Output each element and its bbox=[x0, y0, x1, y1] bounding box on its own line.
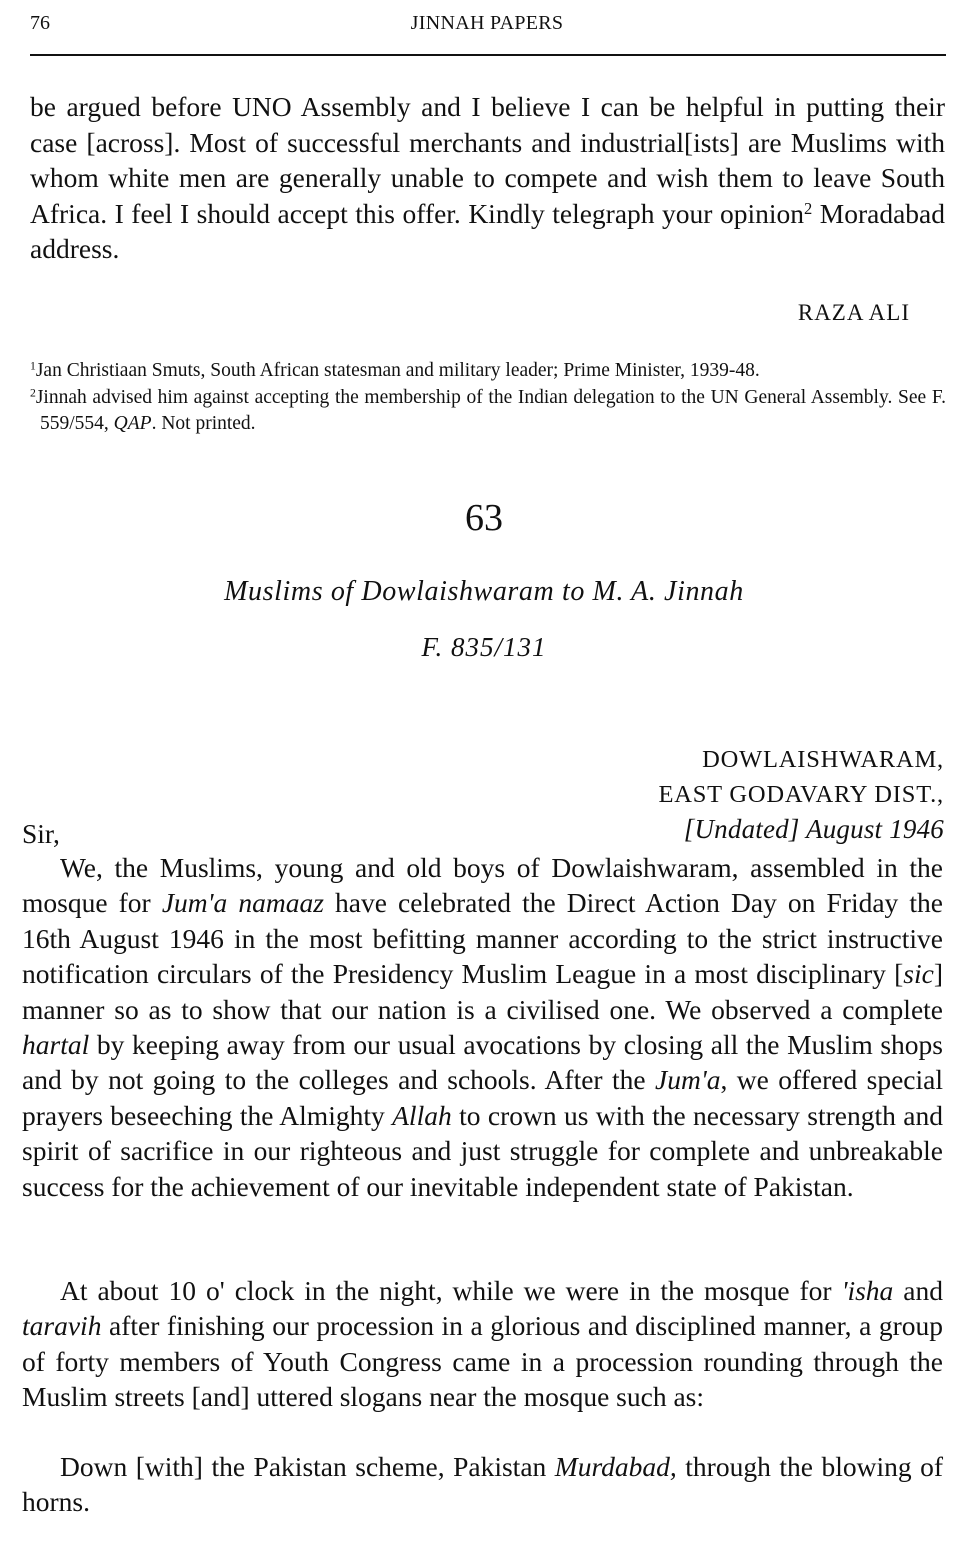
previous-letter-ending bbox=[30, 89, 945, 267]
running-title: JINNAH PAPERS bbox=[410, 12, 564, 34]
italic-term: Allah bbox=[392, 1099, 452, 1131]
sender-address bbox=[658, 742, 944, 847]
body-paragraph-3 bbox=[22, 1449, 943, 1520]
header-rule bbox=[30, 54, 946, 56]
document-number: 63 bbox=[465, 497, 503, 539]
previous-letter-text: be argued before UNO Assembly and I believe I can be helpful in putting their case [across]. Most of successful merchants and industrial[ists] are Muslims with whom white men are generally unable to compete and wish them to leave South Africa. I feel I should accept this offer. Kindly telegraph your opinion bbox=[30, 91, 945, 229]
file-reference: F. 835/131 bbox=[421, 632, 547, 662]
body-paragraph-1 bbox=[22, 850, 943, 1204]
footnote-text: Jan Christiaan Smuts, South African statesman and military leader; Prime Minister, 1939-48. bbox=[35, 360, 760, 381]
date-bracket: [Undated] bbox=[683, 814, 800, 844]
italic-term: 'isha bbox=[841, 1275, 894, 1306]
body-paragraph-2 bbox=[22, 1273, 943, 1415]
footnote-italic: QAP bbox=[113, 413, 152, 434]
address-line: DOWLAISHWARAM, bbox=[702, 746, 944, 773]
footnote-text: Jinnah advised him against accepting the membership of the Indian delegation to the UN General Assembly. See F. 559/554, bbox=[35, 386, 946, 434]
salutation: Sir, bbox=[22, 818, 60, 849]
document-title: Muslims of Dowlaishwaram to M. A. Jinnah bbox=[224, 576, 744, 607]
paragraph-text: by keeping away from our usual avocations by closing all the Muslim shops and by not going to the colleges and schools. After the bbox=[22, 1029, 943, 1096]
letter-date bbox=[658, 812, 944, 847]
italic-term: taravih bbox=[22, 1310, 102, 1342]
footnote-mark: 2 bbox=[30, 386, 36, 400]
address-line: EAST GODAVARY DIST., bbox=[658, 781, 944, 808]
italic-term: Murdabad, bbox=[554, 1451, 677, 1482]
italic-term: Jum'a namaaz bbox=[161, 887, 324, 919]
footnote-2 bbox=[30, 385, 946, 438]
paragraph-text: through the blowing of horns. bbox=[22, 1451, 943, 1518]
date-text: August 1946 bbox=[799, 814, 944, 844]
footnote-text: . Not printed. bbox=[151, 413, 256, 434]
paragraph-text: and bbox=[893, 1275, 943, 1306]
page-header bbox=[30, 12, 944, 42]
paragraph-text: after finishing our procession in a glorious and disciplined manner, a group of forty members of Youth Congress came in a procession rounding through the Muslim streets [and] uttered slogans near the mosque such as: bbox=[22, 1310, 943, 1413]
paragraph-text: to crown us with the necessary strength and spirit of sacrifice in our righteous and just struggle for complete and unbreakable success for the achievement of our inevitable independent state of Pakistan. bbox=[22, 1099, 943, 1202]
previous-letter-tail: Moradabad address. bbox=[30, 197, 945, 265]
italic-term: hartal bbox=[22, 1029, 90, 1061]
italic-term: Jum'a bbox=[655, 1064, 721, 1096]
paragraph-text: Down [with] the Pakistan scheme, Pakistan bbox=[60, 1451, 555, 1482]
paragraph-text: At about 10 o' clock in the night, while we were in the mosque for bbox=[60, 1275, 842, 1306]
paragraph-text: ] manner so as to show that our nation is a civilised one. We observed a complete bbox=[22, 958, 943, 1025]
footnote-1 bbox=[30, 358, 946, 385]
signature: RAZA ALI bbox=[797, 300, 910, 325]
footnotes bbox=[30, 358, 946, 438]
paragraph-text: , we offered special prayers beseeching the Almighty bbox=[22, 1064, 943, 1131]
footnote-ref-2: 2 bbox=[804, 198, 813, 218]
paragraph-text: We, the Muslims, young and old boys of Dowlaishwaram, assembled in the mosque for bbox=[22, 852, 943, 919]
paragraph-text: have celebrated the Direct Action Day on Friday the 16th August 1946 in the most befitting manner according to the strict instructive notification circulars of the Presidency Muslim League in a most disciplinary [ bbox=[22, 887, 943, 990]
footnote-mark: 1 bbox=[30, 359, 36, 373]
page-number: 76 bbox=[30, 12, 50, 34]
italic-term: sic bbox=[903, 958, 934, 990]
